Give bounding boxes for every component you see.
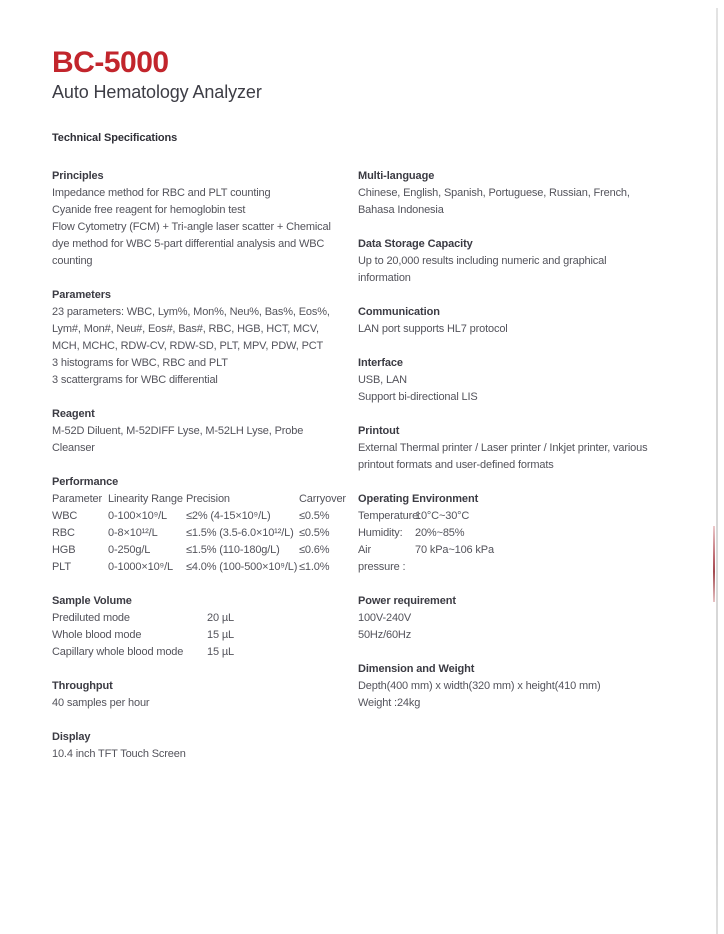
spec-label: Whole blood mode bbox=[52, 629, 142, 641]
section-data-storage bbox=[358, 236, 652, 287]
table-column-header: Carryover bbox=[299, 493, 346, 505]
section-heading: Printout bbox=[358, 425, 400, 437]
spec-label: Temperature: bbox=[358, 510, 422, 522]
spec-value: 15 µL bbox=[207, 646, 234, 658]
spec-line: Up to 20,000 results including numeric and graphical information bbox=[358, 255, 607, 284]
performance-table bbox=[52, 491, 344, 576]
spec-line: 100V-240V bbox=[358, 612, 412, 624]
spec-columns bbox=[52, 168, 652, 780]
table-cell: ≤0.5% bbox=[299, 510, 330, 522]
table-cell: ≤0.5% bbox=[299, 527, 330, 539]
spec-line: USB, LAN bbox=[358, 374, 407, 386]
section-heading: Throughput bbox=[52, 680, 113, 692]
spec-line: Impedance method for RBC and PLT counting bbox=[52, 187, 271, 199]
left-column bbox=[52, 168, 344, 780]
table-column-header: Precision bbox=[186, 493, 230, 505]
spec-line: Depth(400 mm) x width(320 mm) x height(410 mm) bbox=[358, 680, 601, 692]
page-edge-shadow bbox=[716, 8, 718, 934]
spec-label: Air pressure : bbox=[358, 544, 406, 573]
page-content bbox=[52, 46, 652, 780]
section-performance bbox=[52, 474, 344, 576]
spec-line: 3 histograms for WBC, RBC and PLT bbox=[52, 357, 228, 369]
table-cell: HGB bbox=[52, 544, 76, 556]
spec-pair bbox=[52, 644, 344, 661]
table-cell: ≤1.5% (3.5-6.0×10¹²/L) bbox=[186, 527, 294, 539]
table-cell: ≤2% (4-15×10⁹/L) bbox=[186, 510, 271, 522]
spec-line: Weight :24kg bbox=[358, 697, 421, 709]
section-heading: Multi-language bbox=[358, 170, 435, 182]
spec-line: Support bi-directional LIS bbox=[358, 391, 478, 403]
section-reagent bbox=[52, 406, 344, 457]
spec-pair bbox=[358, 525, 652, 542]
section-heading: Dimension and Weight bbox=[358, 663, 475, 675]
table-cell: ≤1.0% bbox=[299, 561, 330, 573]
section-heading: Sample Volume bbox=[52, 595, 132, 607]
section-principles bbox=[52, 168, 344, 270]
section-display bbox=[52, 729, 344, 763]
section-heading: Power requirement bbox=[358, 595, 456, 607]
table-cell: ≤1.5% (110-180g/L) bbox=[186, 544, 280, 556]
spec-label: Capillary whole blood mode bbox=[52, 646, 184, 658]
spec-line: Cyanide free reagent for hemoglobin test bbox=[52, 204, 246, 216]
spec-line: Chinese, English, Spanish, Portuguese, Russian, French, Bahasa Indonesia bbox=[358, 187, 630, 216]
spec-line: M-52D Diluent, M-52DIFF Lyse, M-52LH Lyse, Probe Cleanser bbox=[52, 425, 304, 454]
right-column bbox=[358, 168, 652, 780]
spec-label: Prediluted mode bbox=[52, 612, 130, 624]
spec-line: LAN port supports HL7 protocol bbox=[358, 323, 508, 335]
table-cell: ≤4.0% (100-500×10⁹/L) bbox=[186, 561, 298, 573]
table-cell: 0-1000×10⁹/L bbox=[108, 561, 173, 573]
section-printout bbox=[358, 423, 652, 474]
table-cell: ≤0.6% bbox=[299, 544, 330, 556]
section-heading: Reagent bbox=[52, 408, 95, 420]
spec-line: External Thermal printer / Laser printer / Inkjet printer, various printout formats and user-defined formats bbox=[358, 442, 648, 471]
section-operating-environment bbox=[358, 491, 652, 576]
section-heading: Principles bbox=[52, 170, 104, 182]
table-cell: RBC bbox=[52, 527, 75, 539]
section-heading: Data Storage Capacity bbox=[358, 238, 473, 250]
section-heading: Interface bbox=[358, 357, 403, 369]
product-subtitle: Auto Hematology Analyzer bbox=[52, 82, 262, 102]
section-dimension-weight bbox=[358, 661, 652, 712]
spec-value: 15 µL bbox=[207, 629, 234, 641]
table-column-header: Parameter bbox=[52, 493, 103, 505]
section-heading: Parameters bbox=[52, 289, 111, 301]
spec-line: 10.4 inch TFT Touch Screen bbox=[52, 748, 186, 760]
spec-line: 3 scattergrams for WBC differential bbox=[52, 374, 218, 386]
section-interface bbox=[358, 355, 652, 406]
section-multi-language bbox=[358, 168, 652, 219]
section-parameters bbox=[52, 287, 344, 389]
spec-value: 20%~85% bbox=[415, 527, 465, 539]
spec-value: 70 kPa~106 kPa bbox=[415, 544, 494, 556]
spec-pair bbox=[52, 610, 344, 627]
spec-line: Flow Cytometry (FCM) + Tri-angle laser scatter + Chemical dye method for WBC 5-part differential analysis and WBC counting bbox=[52, 221, 331, 267]
spec-pair bbox=[358, 508, 652, 525]
section-heading: Communication bbox=[358, 306, 440, 318]
product-title: BC-5000 bbox=[52, 46, 169, 79]
spec-pair bbox=[358, 542, 652, 576]
table-cell: WBC bbox=[52, 510, 78, 522]
table-cell: PLT bbox=[52, 561, 71, 573]
section-heading: Display bbox=[52, 731, 91, 743]
section-communication bbox=[358, 304, 652, 338]
spec-line: 40 samples per hour bbox=[52, 697, 150, 709]
spec-line: 50Hz/60Hz bbox=[358, 629, 412, 641]
table-column-header: Linearity Range bbox=[108, 493, 183, 505]
spec-line: 23 parameters: WBC, Lym%, Mon%, Neu%, Bas%, Eos%, Lym#, Mon#, Neu#, Eos#, Bas#, RBC, HGB, HCT, MCV, MCH, MCHC, RDW-CV, RDW-SD, PLT, MPV, PDW, PCT bbox=[52, 306, 330, 352]
section-power-requirement bbox=[358, 593, 652, 644]
section-throughput bbox=[52, 678, 344, 712]
section-heading: Operating Environment bbox=[358, 493, 479, 505]
table-cell: 0-8×10¹²/L bbox=[108, 527, 158, 539]
spec-label: Humidity: bbox=[358, 527, 403, 539]
table-cell: 0-250g/L bbox=[108, 544, 151, 556]
table-cell: 0-100×10⁹/L bbox=[108, 510, 168, 522]
technical-specifications-heading: Technical Specifications bbox=[52, 132, 178, 144]
spec-value: 10°C~30°C bbox=[415, 510, 470, 522]
spec-pair bbox=[52, 627, 344, 644]
section-sample-volume bbox=[52, 593, 344, 661]
scan-artifact-line bbox=[713, 526, 715, 602]
section-heading: Performance bbox=[52, 476, 119, 488]
spec-value: 20 µL bbox=[207, 612, 234, 624]
